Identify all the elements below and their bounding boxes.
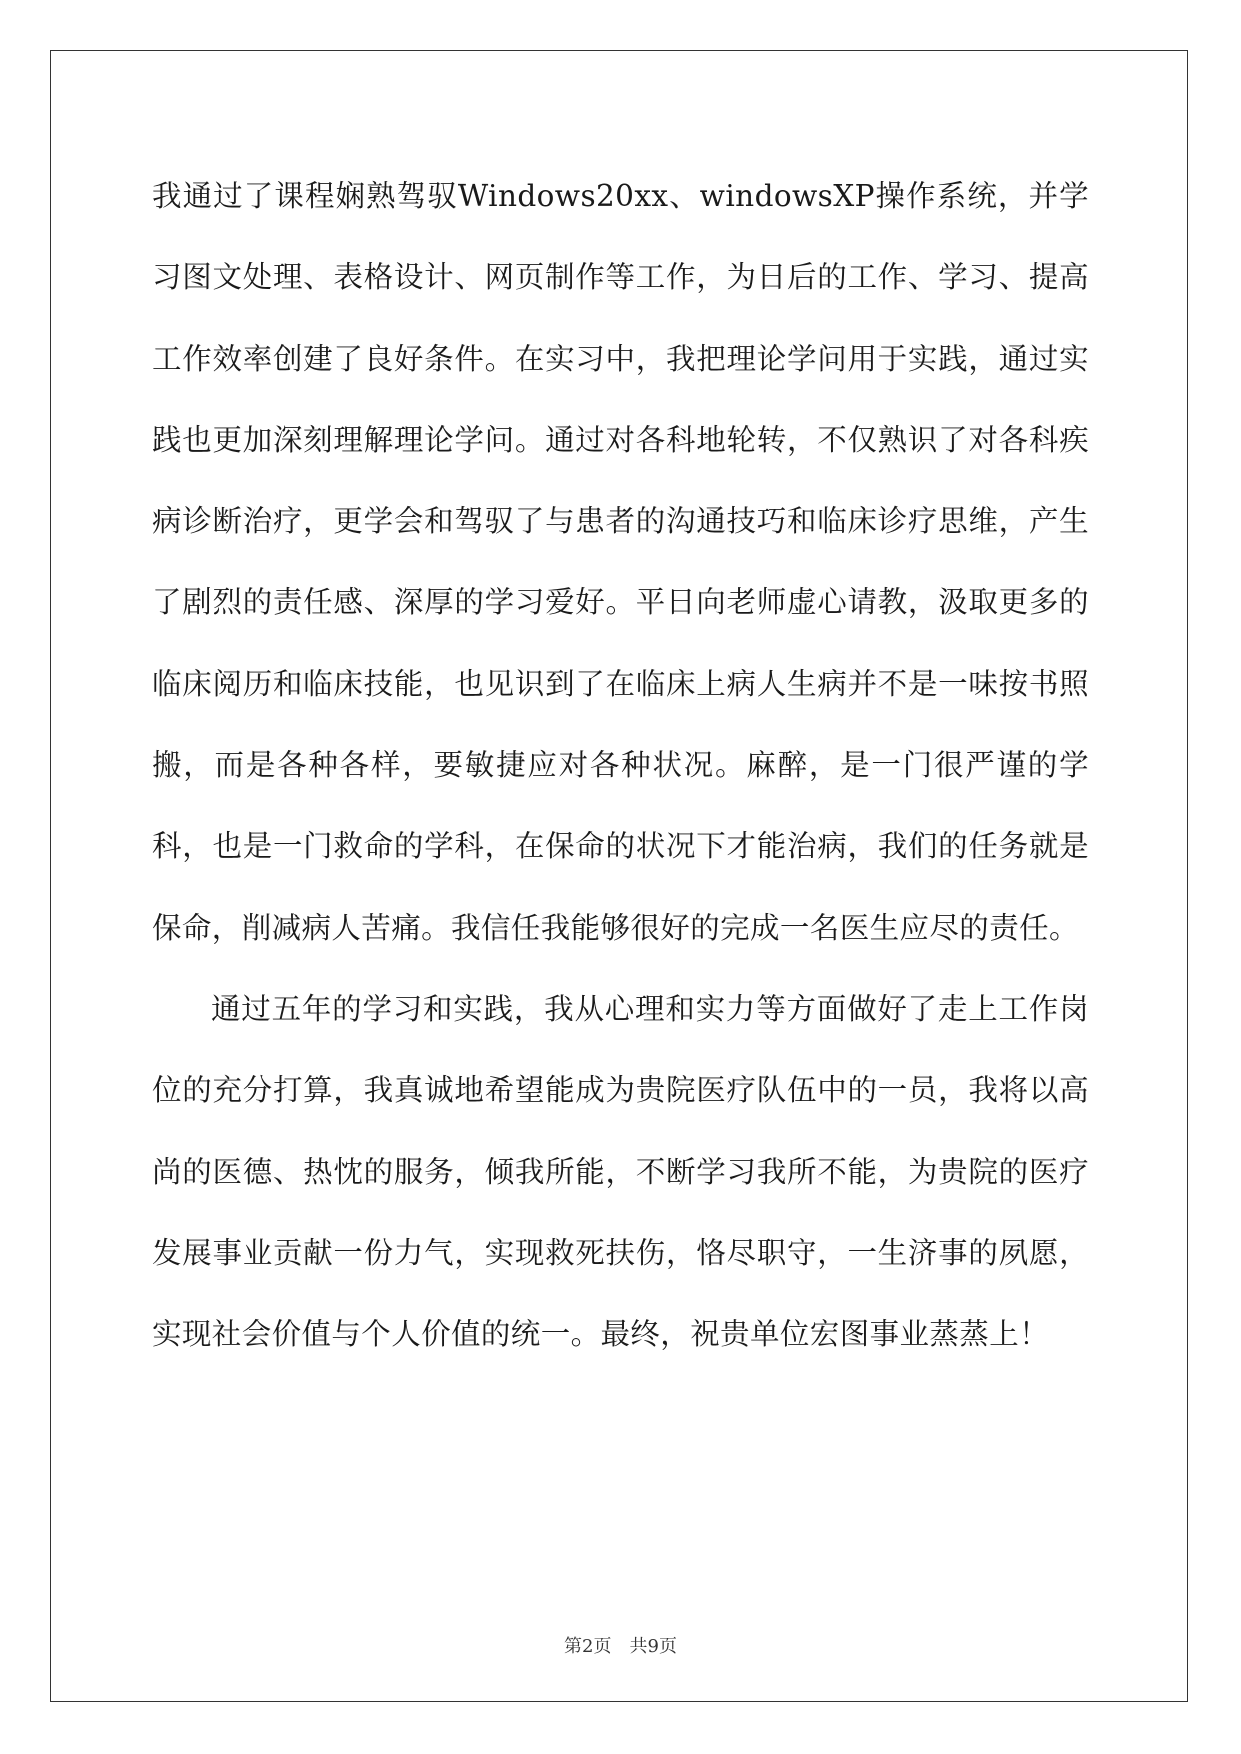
- document-body: [152, 156, 1089, 1375]
- paragraph-2: 通过五年的学习和实践，我从心理和实力等方面做好了走上工作岗位的充分打算，我真诚地希望能成为贵院医疗队伍中的一员，我将以高尚的医德、热忱的服务，倾我所能，不断学习我所不能，为贵院的医疗发展事业贡献一份力气，实现救死扶伤，恪尽职守，一生济事的夙愿，实现社会价值与个人价值的统一。最终，祝贵单位宏图事业蒸蒸上！: [152, 991, 1089, 1352]
- paragraph-1: 我通过了课程娴熟驾驭Windows20xx、windowsXP操作系统，并学习图文处理、表格设计、网页制作等工作，为日后的工作、学习、提高工作效率创建了良好条件。在实习中，我把理论学问用于实践，通过实践也更加深刻理解理论学问。通过对各科地轮转，不仅熟识了对各科疾病诊断治疗，更学会和驾驭了与患者的沟通技巧和临床诊疗思维，产生了剧烈的责任感、深厚的学习爱好。平日向老师虚心请教，汲取更多的临床阅历和临床技能，也见识到了在临床上病人生病并不是一味按书照搬，而是各种各样，要敏捷应对各种状况。麻醉，是一门很严谨的学科，也是一门救命的学科，在保命的状况下才能治病，我们的任务就是保命，削减病人苦痛。我信任我能够很好的完成一名医生应尽的责任。: [152, 179, 1089, 945]
- page-total: 共9页: [629, 1636, 677, 1657]
- page-number: 第2页: [564, 1636, 612, 1657]
- page-footer: [0, 1632, 1241, 1658]
